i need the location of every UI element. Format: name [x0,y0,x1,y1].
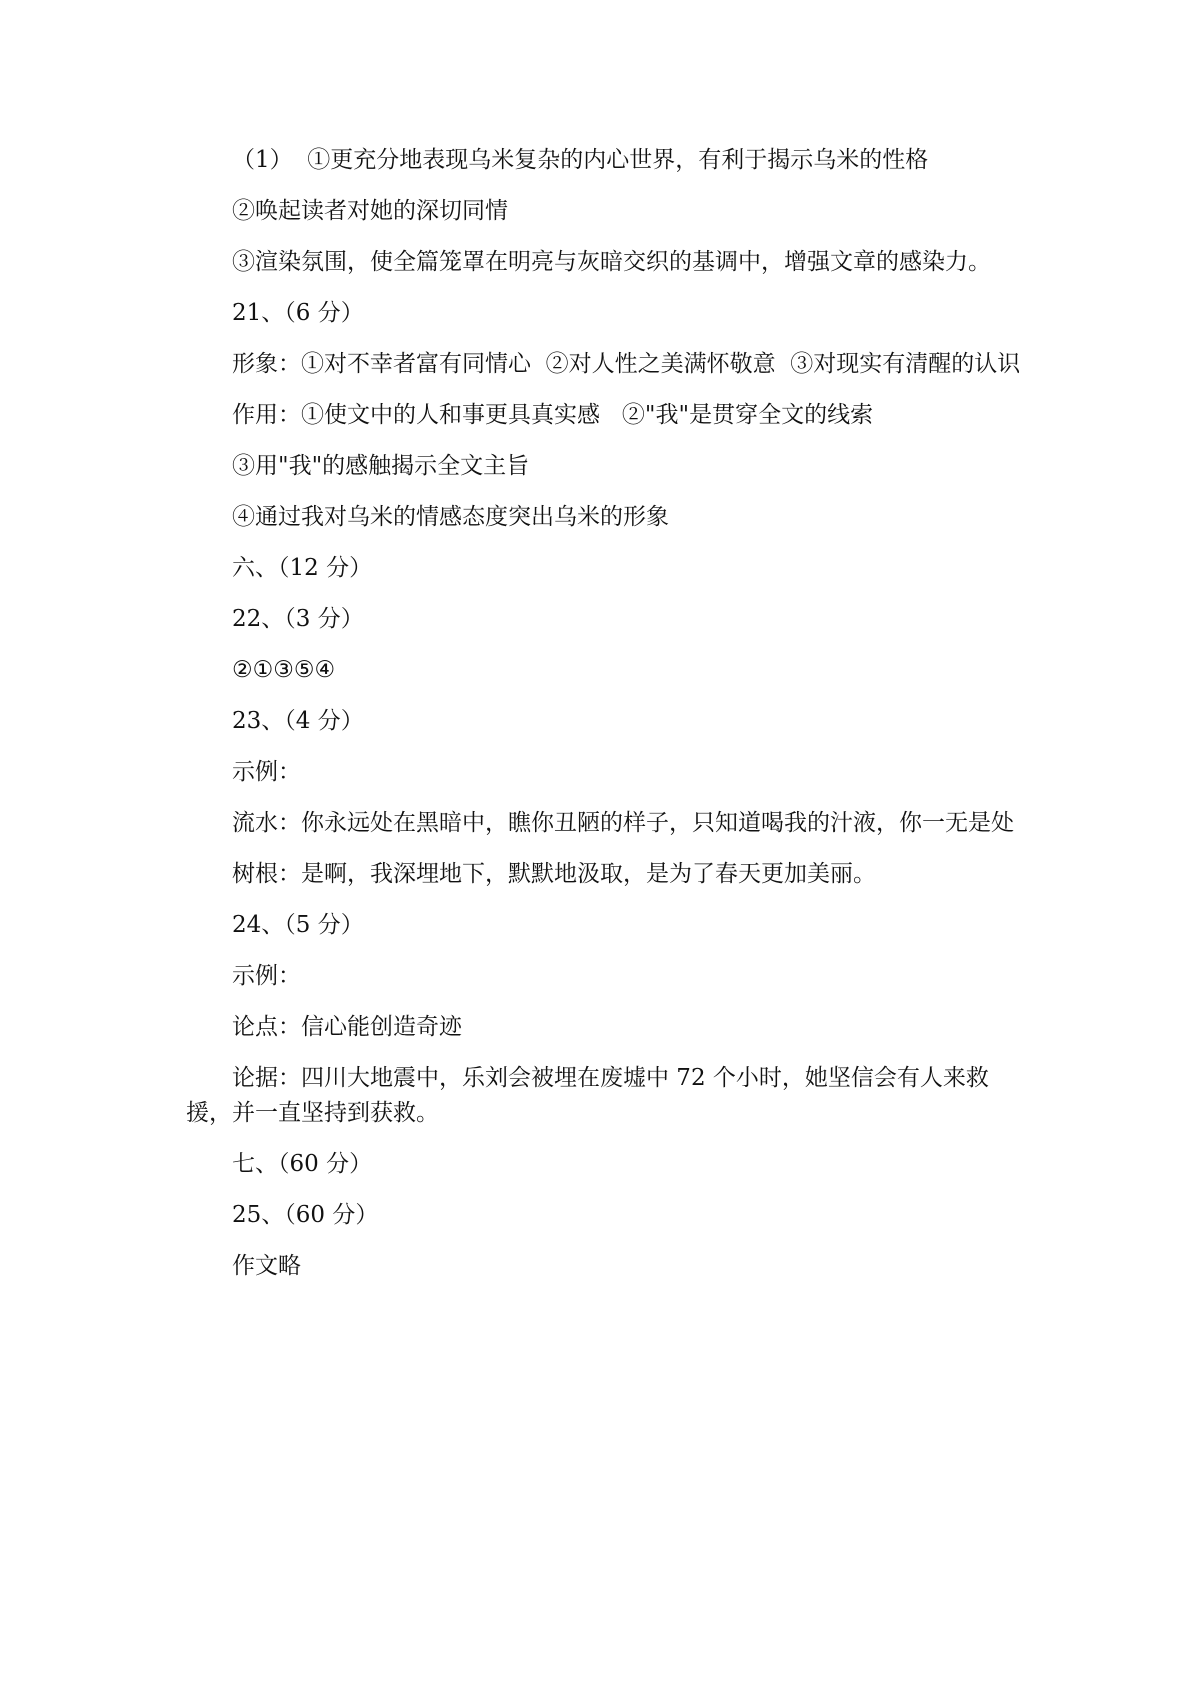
question-22-heading: 22、（3 分） [232,606,364,632]
answer-1-point-3: ③渲染氛围，使全篇笼罩在明亮与灰暗交织的基调中，增强文章的感染力。 [232,249,991,275]
question-24-thesis: 论点：信心能创造奇迹 [232,1014,462,1040]
question-25-answer: 作文略 [232,1253,301,1279]
question-21-function: 作用：①使文中的人和事更具真实感 ②"我"是贯穿全文的线索 [232,402,874,428]
question-24-evidence: 论据：四川大地震中，乐刘会被埋在废墟中 72 个小时，她坚信会有人来救援，并一直坚持到获救。 [186,1065,989,1126]
answer-1-point-2: ②唤起读者对她的深切同情 [232,198,508,224]
question-24-example-label: 示例： [232,963,301,989]
question-21-function-4: ④通过我对乌米的情感态度突出乌米的形象 [232,504,669,530]
question-25-heading: 25、（60 分） [232,1202,379,1228]
question-24-heading: 24、（5 分） [232,912,364,938]
question-21-heading: 21、（6 分） [232,300,364,326]
answer-text-block [186,143,1026,1300]
question-23-example-label: 示例： [232,759,301,785]
question-23-flowing-water: 流水：你永远处在黑暗中，瞧你丑陋的样子，只知道喝我的汁液，你一无是处 [232,810,1014,836]
question-23-tree-root: 树根：是啊，我深埋地下，默默地汲取，是为了春天更加美丽。 [232,861,876,887]
question-23-heading: 23、（4 分） [232,708,364,734]
answer-1-paragraph: （1） ①更充分地表现乌米复杂的内心世界，有利于揭示乌米的性格 [232,147,929,173]
question-21-image: 形象：①对不幸者富有同情心 ②对人性之美满怀敬意 ③对现实有清醒的认识 [232,351,1021,377]
section-7-heading: 七、（60 分） [232,1151,373,1177]
question-21-function-3: ③用"我"的感触揭示全文主旨 [232,453,530,479]
question-22-answer: ②①③⑤④ [232,657,336,683]
section-6-heading: 六、（12 分） [232,555,373,581]
